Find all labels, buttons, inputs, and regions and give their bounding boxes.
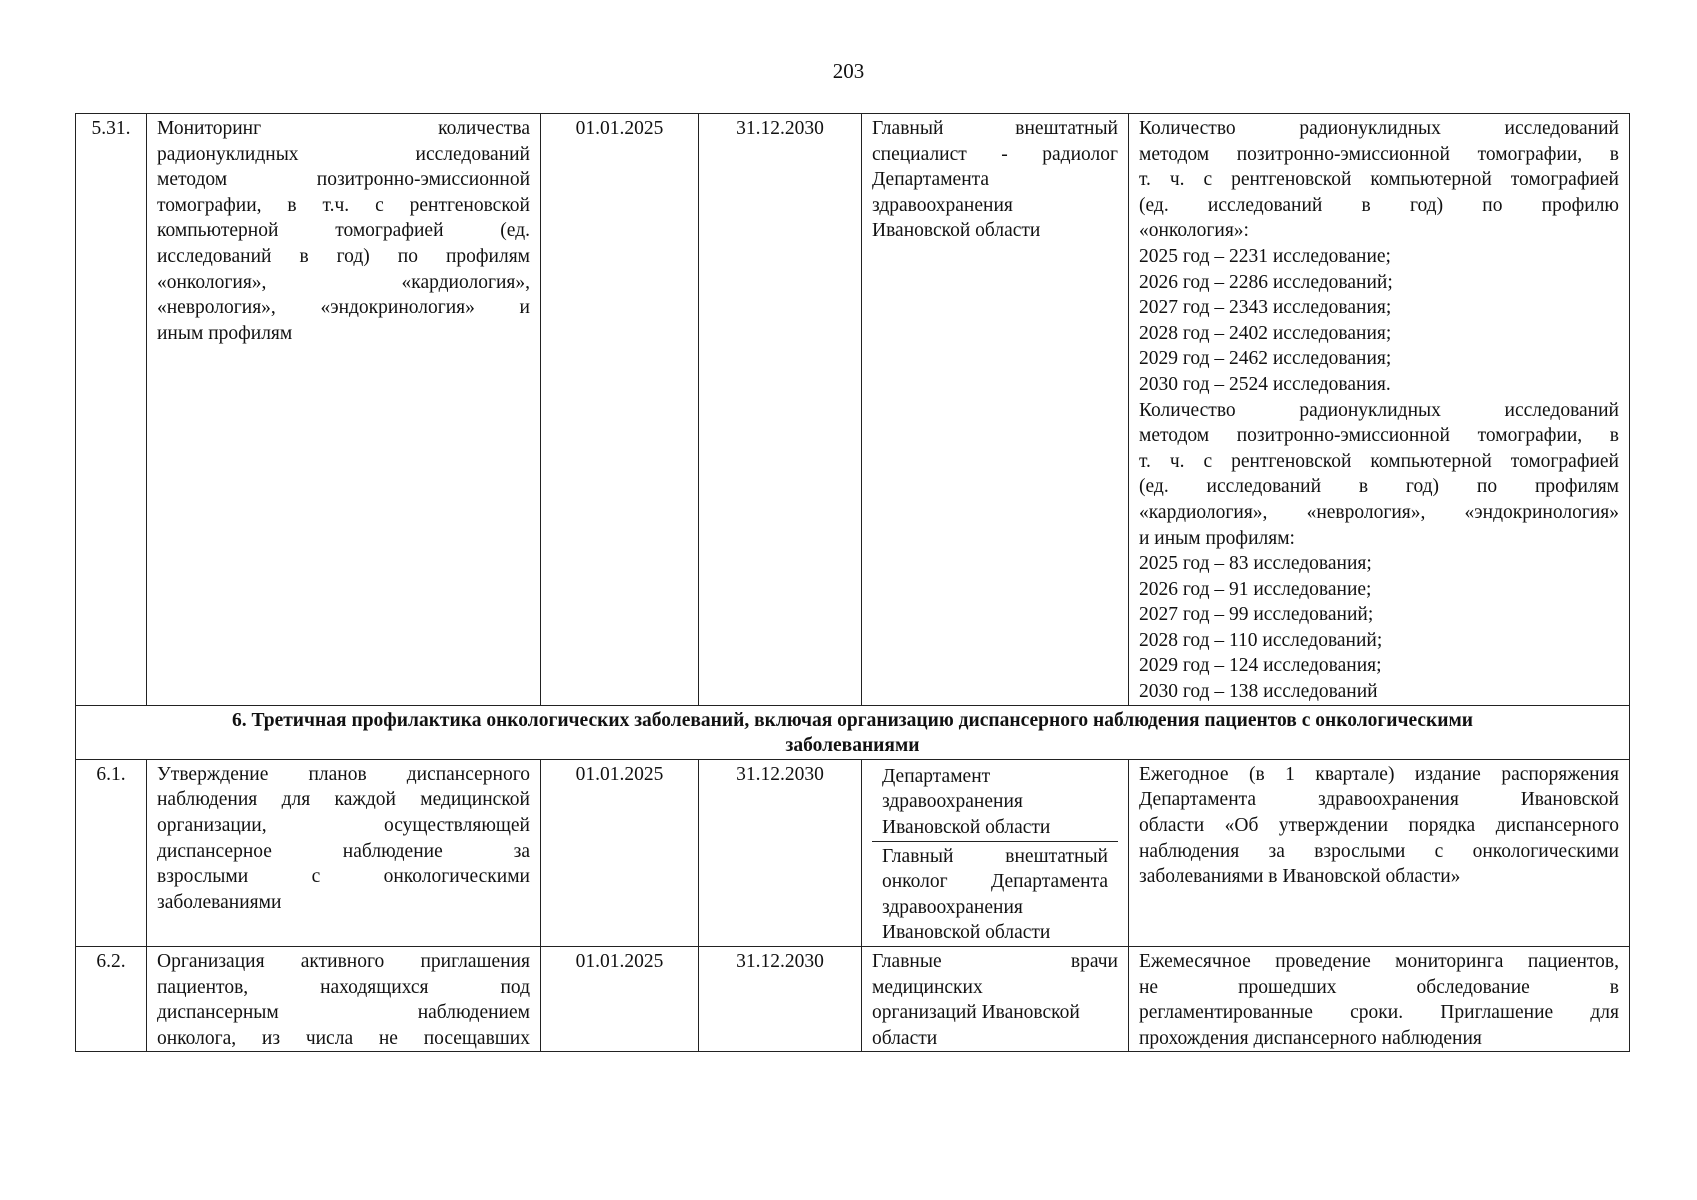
activity-line: Организация активного приглашения	[157, 951, 530, 972]
responsible-cell	[862, 114, 1129, 706]
result-line: наблюдения за взрослыми с онкологическими	[1139, 840, 1619, 862]
activity-cell	[147, 114, 541, 706]
row-number: 5.31.	[76, 114, 147, 706]
result-line: регламентированные сроки. Приглашение для	[1139, 1002, 1619, 1024]
activity-line: иным профилям	[157, 322, 293, 344]
responsible-line: медицинских	[872, 976, 983, 998]
activity-line: взрослыми с онкологическими	[157, 866, 530, 888]
page-number: 203	[832, 59, 865, 83]
end-date: 31.12.2030	[699, 759, 862, 946]
row-number: 6.2.	[76, 947, 147, 1052]
responsible-line: Департамента	[872, 169, 990, 191]
result-line: Ежемесячное проведение мониторинга пациентов,	[1139, 951, 1619, 972]
activity-line: Мониторинг количества	[157, 118, 530, 139]
table-row-6-1	[76, 759, 1630, 946]
responsible-line: здравоохранения	[882, 896, 1023, 918]
responsible-line: Главные врачи	[872, 951, 1118, 972]
responsible-cell	[862, 947, 1129, 1052]
responsible-line: Главный внештатный	[882, 845, 1108, 867]
result-cell	[1129, 947, 1630, 1052]
activity-line: исследований в год) по профилям	[157, 245, 530, 267]
responsible-line: специалист - радиолог	[872, 143, 1118, 165]
section-heading-line: 6. Третичная профилактика онкологических заболеваний, включая организацию диспансерного наблюдения пациентов с онкологическими	[231, 709, 1474, 731]
table-row-6-2	[76, 947, 1630, 1052]
activity-cell	[147, 759, 541, 946]
result-line: 2029 год – 124 исследования;	[1139, 655, 1382, 677]
result-line: Количество радионуклидных исследований	[1139, 399, 1619, 421]
result-line: 2025 год – 2231 исследование;	[1139, 245, 1391, 267]
result-cell	[1129, 759, 1630, 946]
activity-line: радионуклидных исследований	[157, 143, 530, 165]
activity-line: томографии, в т.ч. с рентгеновской	[157, 194, 530, 216]
section-heading-line: заболеваниями	[785, 735, 920, 757]
result-line: т. ч. с рентгеновской компьютерной томографией	[1139, 450, 1619, 472]
result-line: «кардиология», «неврология», «эндокринология»	[1139, 501, 1619, 523]
result-line: 2026 год – 91 исследование;	[1139, 578, 1372, 600]
table-row-5-31	[76, 114, 1630, 706]
result-line: прохождения диспансерного наблюдения	[1139, 1027, 1482, 1049]
responsible-line: организаций Ивановской	[872, 1002, 1080, 1024]
responsible-sub-1	[872, 762, 1118, 842]
activity-line: пациентов, находящихся под	[157, 976, 530, 998]
activity-line: методом позитронно-эмиссионной	[157, 169, 530, 191]
responsible-cell	[862, 759, 1129, 946]
result-line: 2030 год – 138 исследований	[1139, 681, 1378, 703]
section-heading-row	[76, 705, 1630, 759]
activity-line: диспансерное наблюдение за	[157, 840, 530, 862]
start-date: 01.01.2025	[541, 759, 699, 946]
responsible-line: Ивановской области	[872, 220, 1041, 242]
responsible-sub-2	[872, 842, 1118, 946]
result-line: (ед. исследований в год) по профилям	[1139, 476, 1619, 498]
responsible-line: здравоохранения	[872, 194, 1013, 216]
result-line: методом позитронно-эмиссионной томографии, в	[1139, 425, 1619, 447]
result-line: «онкология»:	[1139, 220, 1249, 242]
end-date: 31.12.2030	[699, 947, 862, 1052]
responsible-line: Ивановской области	[882, 922, 1051, 944]
result-line: Департамента здравоохранения Ивановской	[1139, 789, 1619, 811]
result-line: (ед. исследований в год) по профилю	[1139, 194, 1619, 216]
result-line: 2030 год – 2524 исследования.	[1139, 373, 1391, 395]
result-line: 2028 год – 110 исследований;	[1139, 629, 1383, 651]
start-date: 01.01.2025	[541, 947, 699, 1052]
result-line: не прошедших обследование в	[1139, 976, 1619, 998]
activity-line: диспансерным наблюдением	[157, 1002, 530, 1024]
start-date: 01.01.2025	[541, 114, 699, 706]
activity-line: «неврология», «эндокринология» и	[157, 297, 530, 319]
result-line: 2028 год – 2402 исследования;	[1139, 322, 1392, 344]
row-number: 6.1.	[76, 759, 147, 946]
activity-line: заболеваниями	[157, 891, 282, 913]
activity-line: Утверждение планов диспансерного	[157, 763, 530, 785]
end-date: 31.12.2030	[699, 114, 862, 706]
activity-line: «онкология», «кардиология»,	[157, 271, 530, 293]
responsible-line: онколог Департамента	[882, 871, 1108, 893]
result-cell	[1129, 114, 1630, 706]
result-line: 2026 год – 2286 исследований;	[1139, 271, 1393, 293]
result-line: области «Об утверждении порядка диспансерного	[1139, 815, 1619, 837]
section-heading	[76, 705, 1630, 759]
plan-table	[75, 113, 1630, 1052]
activity-line: онколога, из числа не посещавших	[157, 1027, 530, 1049]
responsible-line: здравоохранения	[882, 791, 1023, 813]
result-line: Ежегодное (в 1 квартале) издание распоряжения	[1139, 763, 1619, 785]
result-line: методом позитронно-эмиссионной томографии, в	[1139, 143, 1619, 165]
activity-line: компьютерной томографией (ед.	[157, 220, 530, 242]
result-line: 2025 год – 83 исследования;	[1139, 553, 1372, 575]
responsible-line: Главный внештатный	[872, 118, 1118, 139]
result-line: 2027 год – 99 исследований;	[1139, 604, 1374, 626]
activity-cell	[147, 947, 541, 1052]
result-line: т. ч. с рентгеновской компьютерной томографией	[1139, 169, 1619, 191]
responsible-line: Департамент	[882, 765, 991, 787]
responsible-line: Ивановской области	[882, 817, 1051, 839]
responsible-line: области	[872, 1027, 938, 1049]
result-line: заболеваниями в Ивановской области»	[1139, 866, 1461, 888]
result-line: Количество радионуклидных исследований	[1139, 118, 1619, 139]
result-line: и иным профилям:	[1139, 527, 1295, 549]
activity-line: наблюдения для каждой медицинской	[157, 789, 530, 811]
result-line: 2029 год – 2462 исследования;	[1139, 348, 1392, 370]
activity-line: организации, осуществляющей	[157, 815, 530, 837]
result-line: 2027 год – 2343 исследования;	[1139, 297, 1392, 319]
